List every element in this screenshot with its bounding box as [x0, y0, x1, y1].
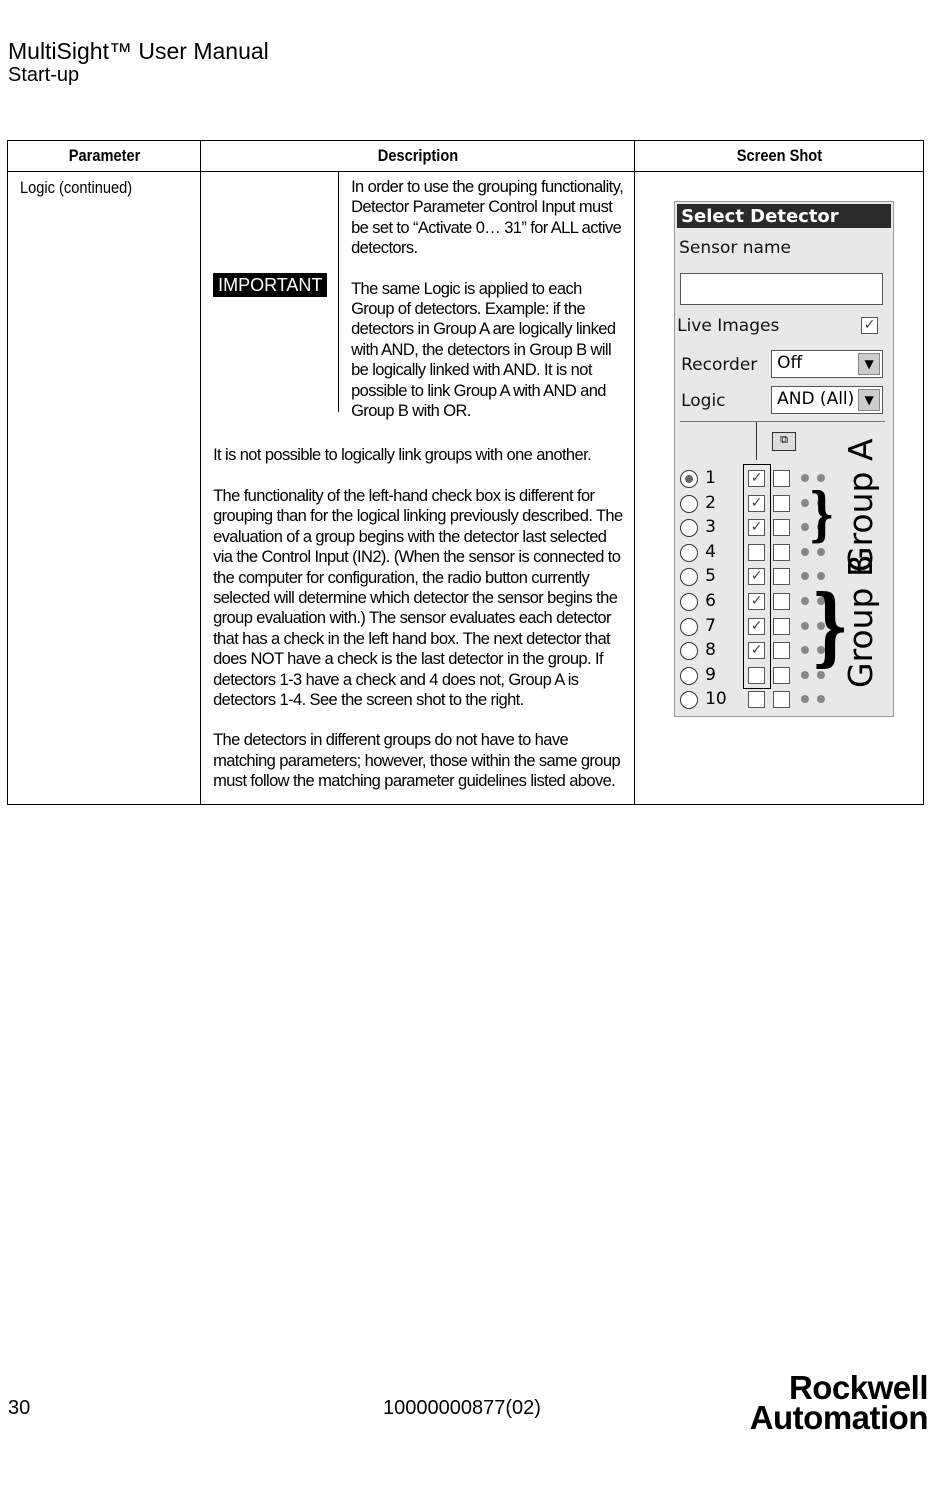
- detector-number: 3: [705, 517, 716, 538]
- recorder-select[interactable]: [771, 350, 883, 378]
- detector-checkbox[interactable]: [773, 618, 790, 635]
- detector-number: 7: [705, 615, 716, 636]
- important-badge: IMPORTANT: [213, 273, 327, 297]
- group-checkbox[interactable]: ✓: [748, 495, 765, 512]
- detector-number: 5: [705, 566, 716, 587]
- important-label-area: [201, 172, 339, 412]
- detector-number: 1: [705, 468, 716, 488]
- description-paragraph: The detectors in different groups do not have to have matching parameters; however, those within the same group must follow the matching parameter guidelines listed above.: [213, 731, 621, 791]
- detector-radio[interactable]: [680, 568, 698, 586]
- divider: [680, 421, 885, 422]
- detector-checkbox[interactable]: [773, 495, 790, 512]
- group-checkbox[interactable]: ✓: [748, 519, 765, 536]
- column-header-screenshot: Screen Shot: [655, 141, 903, 172]
- logo-line-2: Automation: [749, 1399, 928, 1436]
- detector-number: 6: [705, 591, 716, 611]
- group-a-brace: }: [808, 480, 835, 548]
- detector-checkbox[interactable]: [773, 519, 790, 536]
- recorder-value: Off: [777, 353, 803, 373]
- group-checkbox[interactable]: ✓: [748, 470, 765, 487]
- detector-number: 10: [705, 689, 727, 710]
- parameter-table: [7, 140, 924, 805]
- group-b-brace: }: [811, 576, 850, 675]
- group-checkbox[interactable]: ✓: [748, 618, 765, 635]
- important-paragraph: The same Logic is applied to each Group of detectors. Example: if the detectors in Group A are logically linked with AND, the detectors in Group B will be logically linked with AND. It is not possible to link Group A with AND and Group B with OR.: [351, 279, 616, 421]
- detector-number: 9: [705, 664, 716, 685]
- description-paragraph: It is not possible to logically link groups with one another.: [213, 446, 592, 465]
- rockwell-automation-logo: [749, 1369, 928, 1436]
- detector-checkbox[interactable]: [773, 593, 790, 610]
- detector-checkbox[interactable]: [773, 568, 790, 585]
- detector-radio[interactable]: [680, 618, 698, 636]
- detector-radio[interactable]: [680, 691, 698, 709]
- page-number: 30: [8, 1397, 31, 1419]
- group-checkbox[interactable]: ✓: [748, 593, 765, 610]
- logic-value: AND (All): [777, 389, 855, 409]
- important-paragraph: In order to use the grouping functionality, Detector Parameter Control Input must be set to “Activate 0… 31” for ALL active detectors.: [351, 178, 624, 258]
- section-title: Start-up: [8, 64, 80, 86]
- description-cell: [201, 172, 635, 805]
- group-checkbox[interactable]: [748, 544, 765, 561]
- group-checkbox[interactable]: [748, 691, 765, 708]
- important-text: [339, 172, 634, 441]
- status-led: [801, 622, 809, 630]
- group-checkbox[interactable]: ✓: [748, 568, 765, 585]
- detector-radio[interactable]: [680, 470, 698, 488]
- parameter-name-text: Logic (continued): [20, 178, 133, 197]
- select-detector-panel: [674, 201, 894, 717]
- live-images-checkbox[interactable]: ✓: [861, 317, 878, 334]
- panel-title: Select Detector: [677, 204, 891, 228]
- screenshot-cell: [635, 172, 924, 805]
- group-b-label: Group B: [841, 554, 881, 688]
- detector-checkbox[interactable]: [773, 544, 790, 561]
- status-led: [817, 695, 825, 703]
- recorder-label: Recorder: [681, 355, 758, 375]
- detector-radio[interactable]: [680, 642, 698, 660]
- detector-checkbox[interactable]: [773, 667, 790, 684]
- description-text: [201, 441, 634, 803]
- detector-checkbox[interactable]: [773, 470, 790, 487]
- status-led: [801, 695, 809, 703]
- detector-radio[interactable]: [680, 544, 698, 562]
- logo-line-1: Rockwell: [788, 1369, 928, 1406]
- sensor-name-input[interactable]: [680, 273, 883, 305]
- logic-label: Logic: [681, 391, 726, 411]
- detector-number: 2: [705, 492, 716, 513]
- status-led: [801, 572, 809, 580]
- detector-number: 8: [705, 640, 716, 661]
- description-paragraph: The functionality of the left-hand check box is different for grouping than for the logical linking previously described. The evaluation of a group begins with the detector last selected via the Control Input (IN2). (When the sensor is connected to the computer for configuration, the radio button currently selected will determine which detector the sensor begins the group evaluation with.) The sensor evaluates each detector that has a check in the left hand box. The next detector that does NOT have a check is the last detector in the group. If detectors 1-3 have a check and 4 does not, Group A is detectors 1-4. See the screen shot to the right.: [213, 486, 623, 709]
- detector-radio[interactable]: [680, 495, 698, 513]
- status-led: [801, 597, 809, 605]
- parameter-name: [8, 172, 201, 805]
- important-block: [201, 172, 634, 441]
- copy-icon[interactable]: ⧉: [772, 432, 796, 451]
- live-images-label: Live Images: [677, 316, 780, 336]
- manual-title: MultiSight™ User Manual: [8, 38, 269, 64]
- chevron-down-icon: ▼: [858, 389, 880, 411]
- detector-radio[interactable]: [680, 593, 698, 611]
- chevron-down-icon: ▼: [858, 353, 880, 375]
- group-checkbox[interactable]: [748, 667, 765, 684]
- status-led: [801, 671, 809, 679]
- detector-number: 4: [705, 541, 716, 562]
- status-led: [801, 646, 809, 654]
- column-header-parameter: Parameter: [21, 141, 187, 172]
- column-header-description: Description: [231, 141, 604, 172]
- detector-radio[interactable]: [680, 519, 698, 537]
- group-a-label: Group A: [841, 438, 881, 572]
- connector-line: [756, 422, 757, 460]
- detector-checkbox[interactable]: [773, 691, 790, 708]
- group-checkbox[interactable]: ✓: [748, 642, 765, 659]
- detector-checkbox[interactable]: [773, 642, 790, 659]
- detector-radio[interactable]: [680, 667, 698, 685]
- document-number: 10000000877(02): [383, 1397, 541, 1419]
- logic-select[interactable]: [771, 386, 883, 414]
- sensor-name-label: Sensor name: [679, 238, 791, 258]
